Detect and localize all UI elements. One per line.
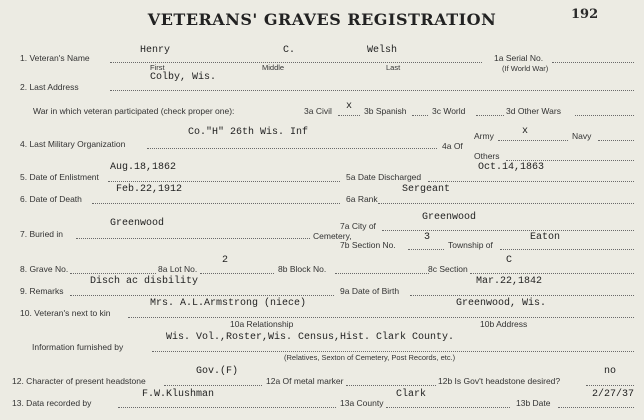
rule-section-no xyxy=(408,249,444,250)
label-others: Others xyxy=(474,151,500,161)
rule-remarks xyxy=(70,295,334,296)
label-section-no: 7b Section No. xyxy=(340,240,396,250)
value-recorded-by: F.W.Klushman xyxy=(142,389,215,400)
value-next-of-kin: Mrs. A.L.Armstrong (niece) xyxy=(150,298,307,309)
rule-city xyxy=(382,230,634,231)
label-rank: 6a Rank xyxy=(346,194,378,204)
value-headstone: Gov.(F) xyxy=(196,366,239,377)
label-enlistment: 5. Date of Enlistment xyxy=(20,172,99,182)
label-city: 7a City of xyxy=(340,221,376,231)
label-war-question: War in which veteran participated (check proper one): xyxy=(33,106,235,116)
sublabel-world-war: (If World War) xyxy=(502,64,549,73)
rule-discharged xyxy=(428,181,634,182)
label-block-no: 8b Block No. xyxy=(278,264,327,274)
value-birth: Mar.22,1842 xyxy=(476,276,543,287)
value-city: Greenwood xyxy=(422,212,477,223)
label-relationship: 10a Relationship xyxy=(230,319,294,329)
label-spanish: 3b Spanish xyxy=(364,106,407,116)
label-world: 3c World xyxy=(432,106,466,116)
rule-serial xyxy=(552,62,634,63)
rule-gov-headstone xyxy=(586,385,634,386)
value-info-source: Wis. Vol.,Roster,Wis. Census,Hist. Clark County. xyxy=(166,332,455,343)
value-buried-in: Greenwood xyxy=(110,218,165,229)
value-organization: Co."H" 26th Wis. Inf xyxy=(188,127,309,138)
rule-civil xyxy=(338,115,360,116)
value-date: 2/27/37 xyxy=(592,389,635,400)
rule-organization xyxy=(147,148,437,149)
label-serial-no: 1a Serial No. xyxy=(494,53,544,63)
rule-date xyxy=(558,407,634,408)
value-section-no: 3 xyxy=(424,232,431,243)
label-civil: 3a Civil xyxy=(304,106,332,116)
sublabel-middle: Middle xyxy=(262,63,285,72)
label-section: 8c Section xyxy=(428,264,468,274)
rule-section xyxy=(470,273,634,274)
value-lot-no: 2 xyxy=(222,255,229,266)
rule-block-no xyxy=(335,273,429,274)
rule-township xyxy=(500,249,634,250)
rule-next-of-kin xyxy=(128,317,634,318)
sublabel-info-note: (Relatives, Sexton of Cemetery, Post Records, etc.) xyxy=(284,353,456,362)
value-middle-name: C. xyxy=(283,45,296,56)
label-death: 6. Date of Death xyxy=(20,194,82,204)
label-headstone: 12. Character of present headstone xyxy=(12,376,146,386)
rule-info xyxy=(152,351,634,352)
label-recorded-by: 13. Data recorded by xyxy=(12,398,92,408)
label-gov-headstone: 12b Is Gov't headstone desired? xyxy=(438,376,561,386)
value-county: Clark xyxy=(396,389,427,400)
label-date: 13b Date xyxy=(516,398,551,408)
page-title: VETERANS' GRAVES REGISTRATION xyxy=(147,10,497,29)
label-next-of-kin: 10. Veteran's next to kin xyxy=(20,308,111,318)
label-of: 4a Of xyxy=(442,141,463,151)
label-military-org: 4. Last Military Organization xyxy=(20,139,126,149)
label-county: 13a County xyxy=(340,398,384,408)
label-navy: Navy xyxy=(572,131,592,141)
label-metal-marker: 12a Of metal marker xyxy=(266,376,344,386)
rule-metal-marker xyxy=(346,385,436,386)
value-section: C xyxy=(506,255,513,266)
card-number: 192 xyxy=(571,7,599,22)
rule-death xyxy=(92,203,340,204)
rule-buried-in xyxy=(76,238,310,239)
label-info-furnished: Information furnished by xyxy=(32,342,124,352)
label-remarks: 9. Remarks xyxy=(20,286,64,296)
label-last-address: 2. Last Address xyxy=(20,82,79,92)
sublabel-first: First xyxy=(150,63,165,72)
label-lot-no: 8a Lot No. xyxy=(158,264,198,274)
label-other-wars: 3d Other Wars xyxy=(506,106,561,116)
label-township: Township of xyxy=(448,240,493,250)
rule-world xyxy=(476,115,504,116)
rule-birth xyxy=(410,295,634,296)
rule-navy xyxy=(598,140,634,141)
label-buried-in: 7. Buried in xyxy=(20,229,63,239)
label-veteran-name: 1. Veteran's Name xyxy=(20,53,90,63)
value-civil-mark: x xyxy=(346,101,353,112)
rule-headstone xyxy=(164,385,262,386)
rule-county xyxy=(386,407,510,408)
value-rank: Sergeant xyxy=(402,184,451,195)
sublabel-last: Last xyxy=(386,63,401,72)
value-discharged: Oct.14,1863 xyxy=(478,162,545,173)
rule-name xyxy=(110,62,482,63)
value-remarks: Disch ac disbility xyxy=(90,276,199,287)
value-army-mark: x xyxy=(522,126,529,137)
value-address: Colby, Wis. xyxy=(150,72,217,83)
label-birth: 9a Date of Birth xyxy=(340,286,400,296)
value-last-name: Welsh xyxy=(367,45,398,56)
label-discharged: 5a Date Discharged xyxy=(346,172,422,182)
rule-others xyxy=(506,160,634,161)
label-grave-no: 8. Grave No. xyxy=(20,264,69,274)
rule-lot-no xyxy=(200,273,274,274)
rule-spanish xyxy=(412,115,428,116)
rule-recorded-by xyxy=(118,407,336,408)
rule-address xyxy=(110,90,634,91)
rule-army xyxy=(498,140,568,141)
rule-rank xyxy=(378,203,634,204)
value-kin-address: Greenwood, Wis. xyxy=(456,298,547,309)
value-gov-headstone: no xyxy=(604,366,617,377)
value-first-name: Henry xyxy=(140,45,171,56)
rule-enlistment xyxy=(108,181,340,182)
rule-other-wars xyxy=(575,115,634,116)
value-enlistment: Aug.18,1862 xyxy=(110,162,177,173)
label-army: Army xyxy=(474,131,494,141)
rule-grave-no xyxy=(70,273,156,274)
label-kin-address: 10b Address xyxy=(480,319,528,329)
label-cemetery: Cemetery, xyxy=(313,231,352,241)
value-township: Eaton xyxy=(530,232,561,243)
value-death: Feb.22,1912 xyxy=(116,184,183,195)
